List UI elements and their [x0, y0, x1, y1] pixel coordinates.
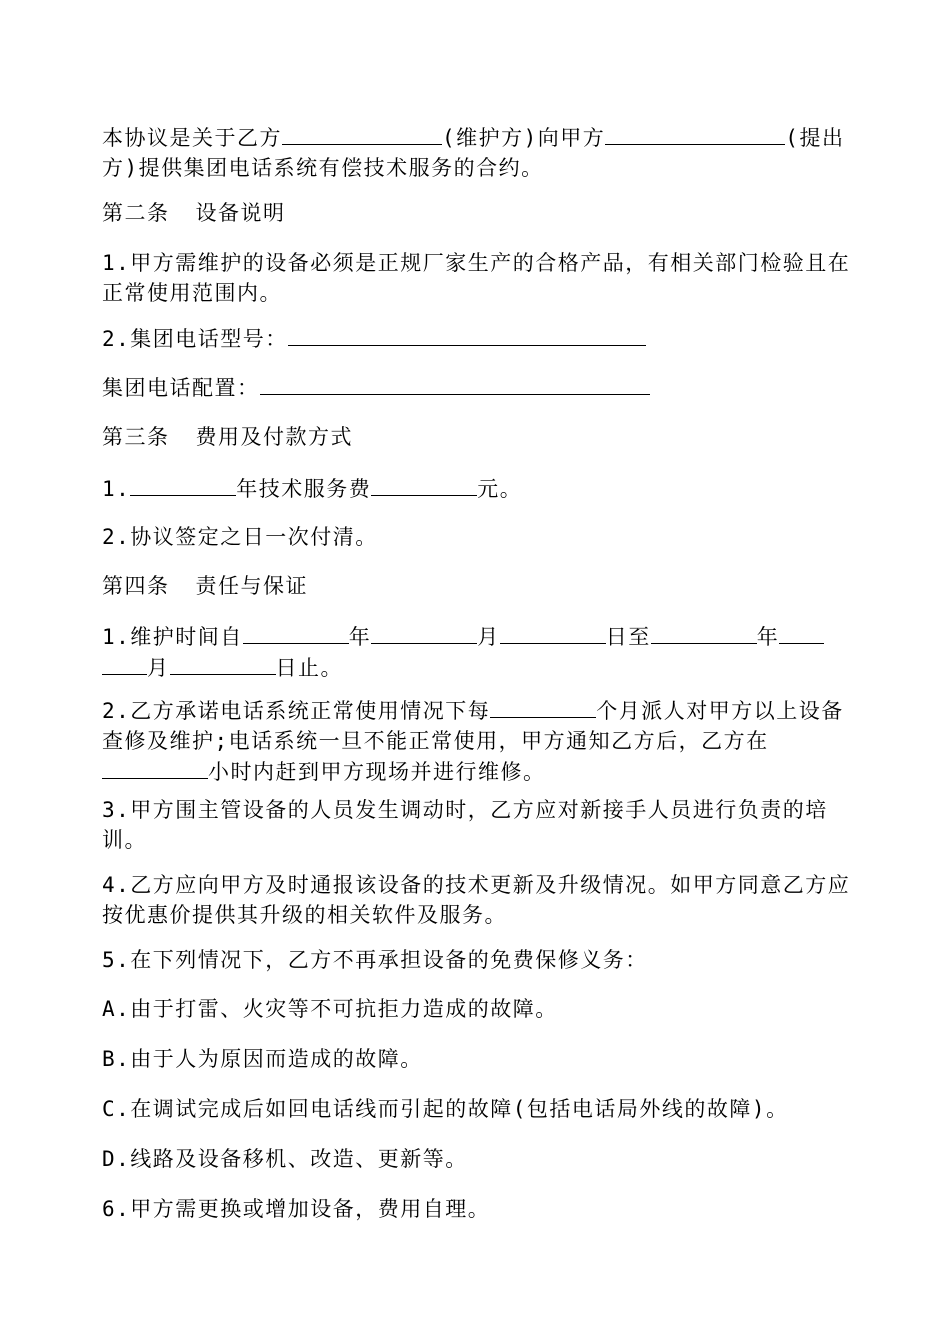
art4-item-d: D.线路及设备移机、改造、更新等。	[102, 1147, 468, 1171]
blank-fee	[371, 473, 477, 496]
art4-item5: 5.在下列情况下，乙方不再承担设备的免费保修义务：	[102, 948, 648, 972]
blank-maintainer	[282, 122, 442, 145]
blank-phone-config	[260, 372, 650, 395]
blank-requester	[605, 122, 785, 145]
art4-item-c: C.在调试完成后如回电话线而引起的故障(包括电话局外线的故障)。	[102, 1097, 789, 1121]
intro-text-2: (维护方)向甲方	[442, 126, 606, 150]
art4-item3: 3.甲方围主管设备的人员发生调动时，乙方应对新接手人员进行负责的培训。	[102, 798, 828, 852]
intro-text-1: 本协议是关于乙方	[102, 126, 282, 150]
art4-item-a: A.由于打雷、火灾等不可抗拒力造成的故障。	[102, 997, 558, 1021]
blank-phone-model	[288, 323, 646, 346]
art4-item6: 6.甲方需更换或增加设备，费用自理。	[102, 1197, 491, 1221]
art3-item2: 2.协议签定之日一次付清。	[102, 525, 378, 549]
intro-text-3: (提出方)提供集团电话系统有偿技术服务的合约。	[102, 126, 845, 180]
art4-item-b: B.由于人为原因而造成的故障。	[102, 1047, 423, 1071]
art3-item1: 1. 年技术服务费 元。	[102, 473, 522, 504]
article-3-heading: 第三条 费用及付款方式	[102, 425, 353, 449]
art2-item2: 2.集团电话型号：	[102, 323, 646, 354]
article-2-heading: 第二条 设备说明	[102, 201, 286, 225]
art2-config: 集团电话配置：	[102, 372, 650, 403]
art2-item1: 1.甲方需维护的设备必须是正规厂家生产的合格产品，有相关部门检验且在正常使用范围内。	[102, 251, 851, 305]
article-4-heading: 第四条 责任与保证	[102, 574, 308, 598]
art4-item4: 4.乙方应向甲方及时通报该设备的技术更新及升级情况。如甲方同意乙方应按优惠价提供其升级的相关软件及服务。	[102, 873, 851, 927]
art4-item2: 2.乙方承诺电话系统正常使用情况下每 个月派人对甲方以上设备查修及维护;电话系统一旦不能正常使用，甲方通知乙方后，乙方在小时内赶到甲方现场并进行维修。	[102, 695, 852, 787]
art4-item1: 1.维护时间自 年 月 日至 年月 日止。	[102, 621, 852, 683]
intro-paragraph	[102, 122, 852, 183]
blank-years	[130, 473, 236, 496]
